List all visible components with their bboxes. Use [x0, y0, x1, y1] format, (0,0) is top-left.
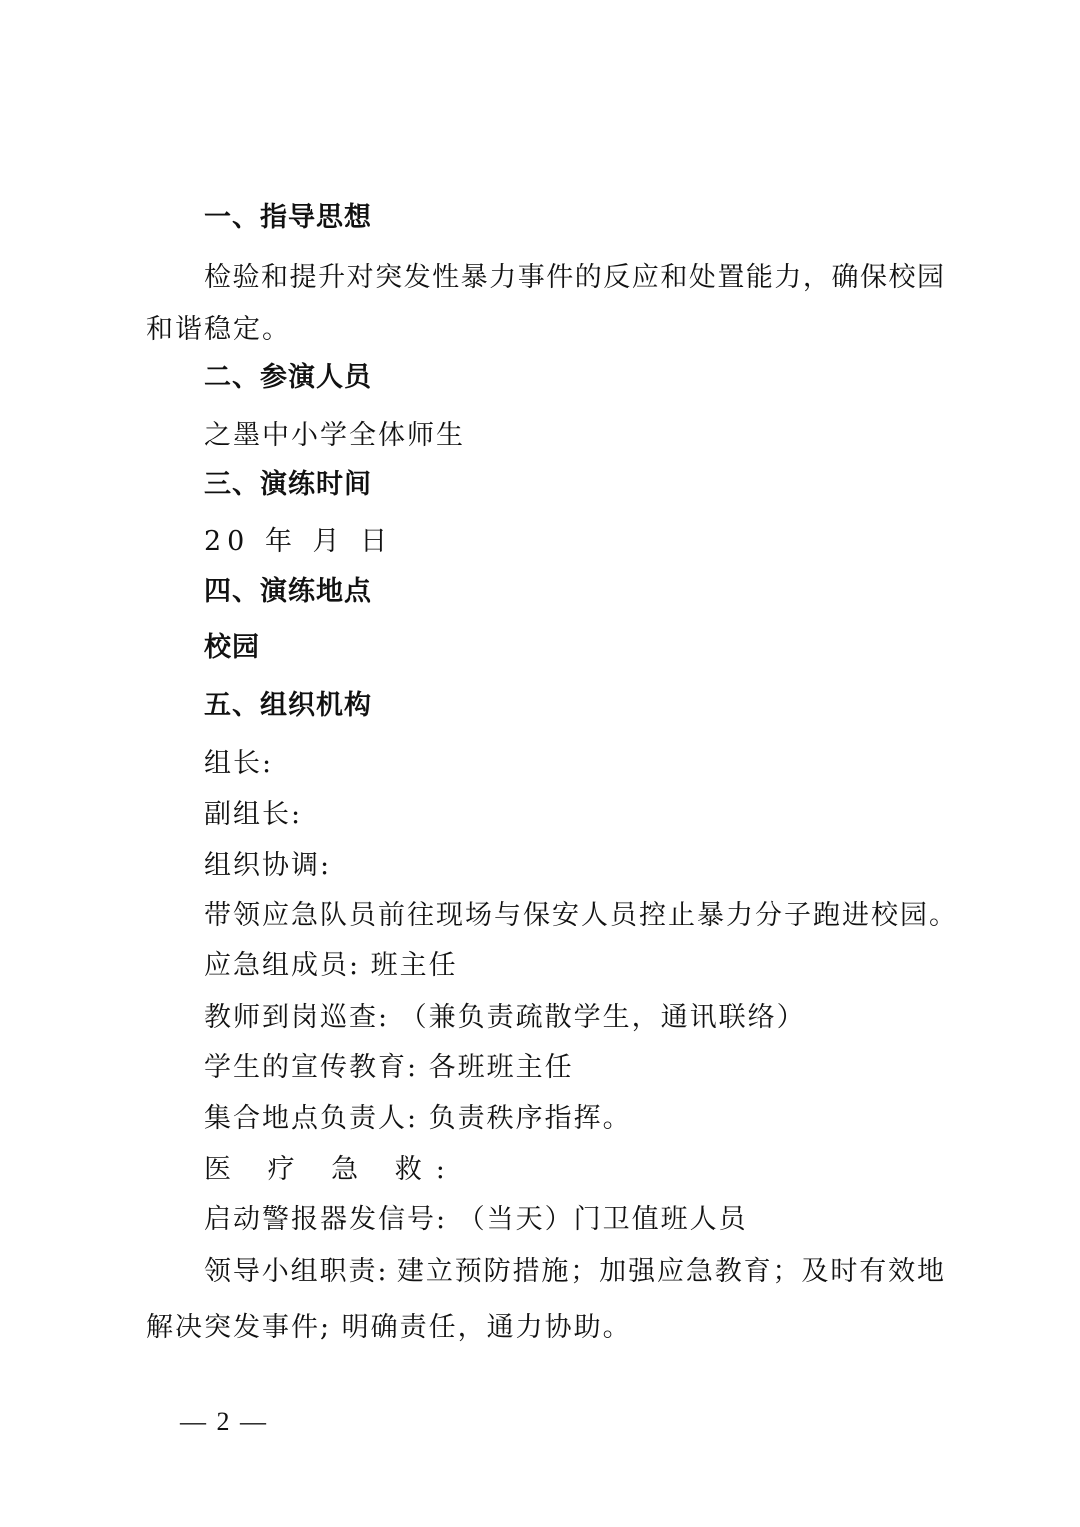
guiding-principle-text-line-2: 和谐稳定。 — [146, 314, 291, 345]
drill-location-text: 校园 — [204, 632, 260, 663]
org-item-emergency-members: 应急组成员: 班主任 — [204, 950, 458, 981]
org-item-leader: 组长: — [204, 748, 274, 779]
heading-drill-time: 三、演练时间 — [204, 469, 372, 500]
guiding-principle-text-line-1: 检验和提升对突发性暴力事件的反应和处置能力，确保校园 — [204, 262, 944, 293]
org-item-student-education: 学生的宣传教育: 各班班主任 — [204, 1052, 574, 1083]
page-number: — 2 — — [180, 1407, 268, 1436]
heading-drill-location: 四、演练地点 — [204, 576, 372, 607]
org-item-medical-aid: 医 疗 急 救: — [204, 1154, 459, 1185]
drill-time-text: 20 年 月 日 — [204, 526, 394, 557]
org-item-alarm-signal: 启动警报器发信号: （当天）门卫值班人员 — [204, 1204, 748, 1235]
org-item-coordination: 组织协调: — [204, 850, 332, 881]
leadership-duties-line-1: 领导小组职责: 建立预防措施；加强应急教育；及时有效地 — [204, 1256, 944, 1287]
org-item-assembly-point: 集合地点负责人: 负责秩序指挥。 — [204, 1103, 632, 1134]
org-item-emergency-team-task: 带领应急队员前往现场与保安人员控止暴力分子跑进校园。 — [204, 900, 958, 931]
org-item-teacher-patrol: 教师到岗巡查: （兼负责疏散学生，通讯联络） — [204, 1002, 806, 1033]
heading-organization: 五、组织机构 — [204, 690, 372, 721]
leadership-duties-line-2: 解决突发事件; 明确责任，通力协助。 — [146, 1312, 632, 1343]
heading-participants: 二、参演人员 — [204, 362, 372, 393]
heading-guiding-principle: 一、指导思想 — [204, 202, 372, 233]
org-item-deputy-leader: 副组长: — [204, 799, 303, 830]
participants-text: 之墨中小学全体师生 — [204, 420, 465, 451]
